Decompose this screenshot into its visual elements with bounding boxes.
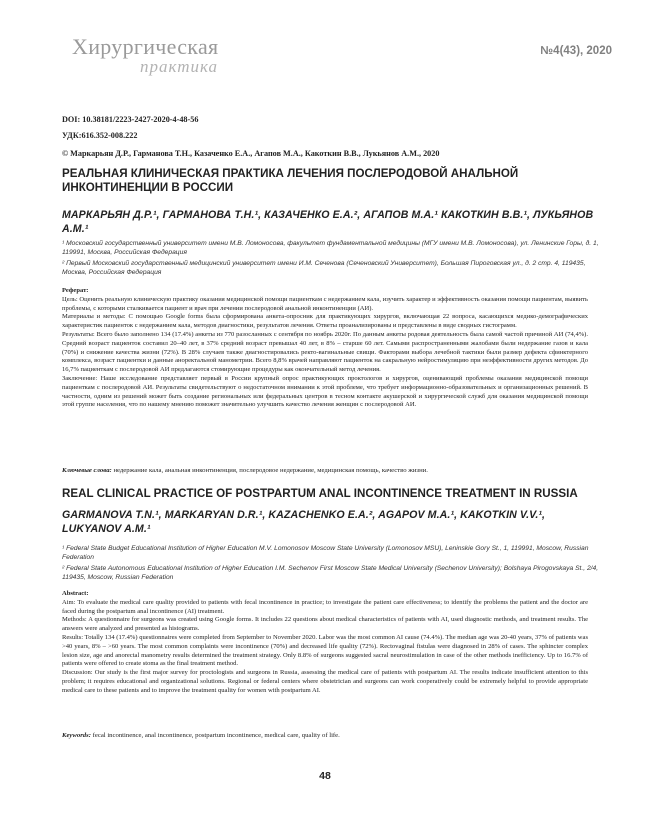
journal-logo-line1: Хирургическая <box>72 34 219 59</box>
copyright: © Маркарьян Д.Р., Гарманова Т.Н., Казаченко Е.А., Агапов М.А., Какоткин В.В., Лукьянов А.М., 2020 <box>62 149 440 158</box>
ru-title: РЕАЛЬНАЯ КЛИНИЧЕСКАЯ ПРАКТИКА ЛЕЧЕНИЯ ПОСЛЕРОДОВОЙ АНАЛЬНОЙ ИНКОНТИНЕНЦИИ В РОССИИ <box>62 167 519 194</box>
en-authors: GARMANOVA T.N.¹, MARKARYAN D.R.¹, KAZACHENKO E.A.², AGAPOV M.A.¹, KAKOTKIN V.V.¹, LUKYANOV A.M.¹ <box>62 509 546 535</box>
ru-keywords <box>62 466 588 475</box>
en-abstract-aim: Aim: To evaluate the medical care quality provided to patients with fecal incontinence in practice; to investigate the patient care effectiveness; to identify the problems the patient and the doctor are faced during the postpartum anal incontinence (AI) treatment. <box>62 598 588 615</box>
en-affiliation-1: ¹ Federal State Budget Educational Institution of Higher Education M.V. Lomonosov Moscow State University (Lomonosov MSU), Leninskie Gory St., 1, 119991, Moscow, Russian Federation <box>62 545 589 562</box>
ru-affiliation-1: ¹ Московский государственный университет имени М.В. Ломоносова, факультет фундаментальной медицины (МГУ имени М.В. Ломоносова), ул. Ленинские Горы, д. 1, 119991, Москва, Российская Федерация <box>62 240 599 257</box>
page-number: 48 <box>319 770 331 782</box>
journal-logo <box>72 36 242 80</box>
ru-abstract-results: Результаты: Всего было заполнено 134 (17.4%) анкеты из 770 разосланных с сентября по ноябрь 2020г. По данным анкеты родовая деятельность была самой частой причиной АИ (74,4%). Средний возраст пациенток составил 20–40 лет, в 37% средний возраст превышал 40 лет, в 8% – старше 60 лет. Самыми распространенными жалобами были недержание газов и кала (70%) и снижение качества жизни (72%). В 28% случаев также диагностировались ректо-вагинальные свищи. Факторами выбора лечебной тактики были размер дефекта сфинктерного комплекса, возраст пациентки и данные аноректальной манометрии. Всего 8,8% врачей направляют пациенток на сакральную нейростимуляцию при неэффективности других методов. До 16,7% пациенткам с послеродовой АИ предлагаются стомирующие процедуры как окончательный метод лечения. <box>62 330 588 374</box>
en-keywords-text: fecal incontinence, anal incontinence, postpartum incontinence, medical care, quality of life. <box>92 732 340 739</box>
en-keywords-label: Keywords: <box>62 732 91 739</box>
en-affiliations <box>62 544 602 584</box>
journal-logo-line2: практика <box>140 57 219 76</box>
en-abstract-heading: Abstract: <box>62 590 89 597</box>
ru-abstract <box>62 287 588 410</box>
en-keywords <box>62 731 588 740</box>
doi: DOI: 10.38181/2223-2427-2020-4-48-56 <box>62 115 199 124</box>
en-abstract-results: Results: Totally 134 (17.4%) questionnaires were completed from September to November 2020. Labor was the most common AI cause (74.4%). The median age was 20-40 years, 37% of patients was >40 years, 8% – >60 years. The most common complaints were incontinence (70%) and decreased life quality (72%). Rectovaginal fistulas were diagnosed in 28% of cases. The sphincter complex lesion size, age and anorectal manometry results determined the treatment strategy. Only 8.8% of surgeons suggested sacral neurostimulation in case of the other methods inefficiency. Up to 16.7% of patients were offered to create stoma as the final treatment method. <box>62 633 588 668</box>
en-abstract <box>62 590 588 696</box>
en-abstract-methods: Methods: A questionnaire for surgeons was created using Google forms. It includes 22 questions about medical characteristics of patients with AI, used diagnostic methods, and treatment results. The answers were analyzed and presented as histograms. <box>62 616 588 633</box>
ru-keywords-label: Ключевые слова: <box>62 467 112 474</box>
ru-authors: МАРКАРЬЯН Д.Р.¹, ГАРМАНОВА Т.Н.¹, КАЗАЧЕНКО Е.А.², АГАПОВ М.А.¹ КАКОТКИН В.В.¹, ЛУКЬЯНОВ А.М.¹ <box>62 209 594 235</box>
en-affiliation-2: ² Federal State Autonomous Educational Institution of Higher Education I.M. Sechenov First Moscow State Medical University (Sechenov University); Bolshaya Pirogovskaya St., 2/4, 119435, Moscow, Russian Federation <box>62 564 599 582</box>
issue-number: №4(43), 2020 <box>540 45 612 57</box>
en-title: REAL CLINICAL PRACTICE OF POSTPARTUM ANAL INCONTINENCE TREATMENT IN RUSSIA <box>62 487 578 500</box>
ru-abstract-heading: Реферат: <box>62 287 89 294</box>
ru-abstract-aim: Цель: Оценить реальную клиническую практику оказания медицинской помощи пациенткам с недержанием кала, изучить характер и эффективность оказания помощи пациентам, выявить проблемы, с которыми сталкивается пациент и врач при лечении послеродовой анальной инконтиненции (АИ). <box>62 295 588 312</box>
ru-affiliations <box>62 239 602 279</box>
udc: УДК:616.352-008.222 <box>62 131 138 140</box>
ru-abstract-methods: Материалы и методы: С помощью Google forms была сформирована анкета-опросник для практикующих хирургов, включающая 22 вопроса, касающихся медико-демографических характеристик пациенток с недержанием кала, методов диагностики, результатов лечения. Ответы проанализированы и представлены в виде сводных гистограмм. <box>62 313 588 330</box>
ru-affiliation-2: ² Первый Московский государственный медицинский университет имени И.М. Сеченова (Сеченовский Университет), Большая Пироговская ул., д. 2 стр. 4, 119435, Москва, Российская Федерация <box>62 259 586 277</box>
en-abstract-discussion: Discussion: Our study is the first major survey for proctologists and surgeons in Russia, assessing the medical care of patients with postpartum AI. The results indicate insufficient attention to this problem; it requires educational and organizational solutions. Regional or federal centers where obstetrician and surgeons can work cooperatively could be extremely helpful to provide appropriate medical care to these patients and to improve the treatment quality for women with postpartum AI. <box>62 669 588 694</box>
ru-abstract-conclusion: Заключение: Наше исследование представляет первый в России крупный опрос практикующих проктологов и хирургов, оценивающий проблемы оказания медицинской помощи пациенткам с послеродовой АИ. Результаты свидетельствуют о недостаточном внимании к этой проблеме, что требует информационно-образовательных и организационных решений. В частности, одним из решений может быть создание региональных или федеральных центров в тесном контакте акушерской и хирургической служб для оказания медицинской помощи этой группе населения, что по нашему мнению поможет значительно улучшить качество лечения женщин с послеродовой АИ. <box>62 374 588 409</box>
ru-keywords-text: недержание кала, анальная инконтиненция, послеродовое недержание, медицинская помощь, качество жизни. <box>113 467 428 474</box>
